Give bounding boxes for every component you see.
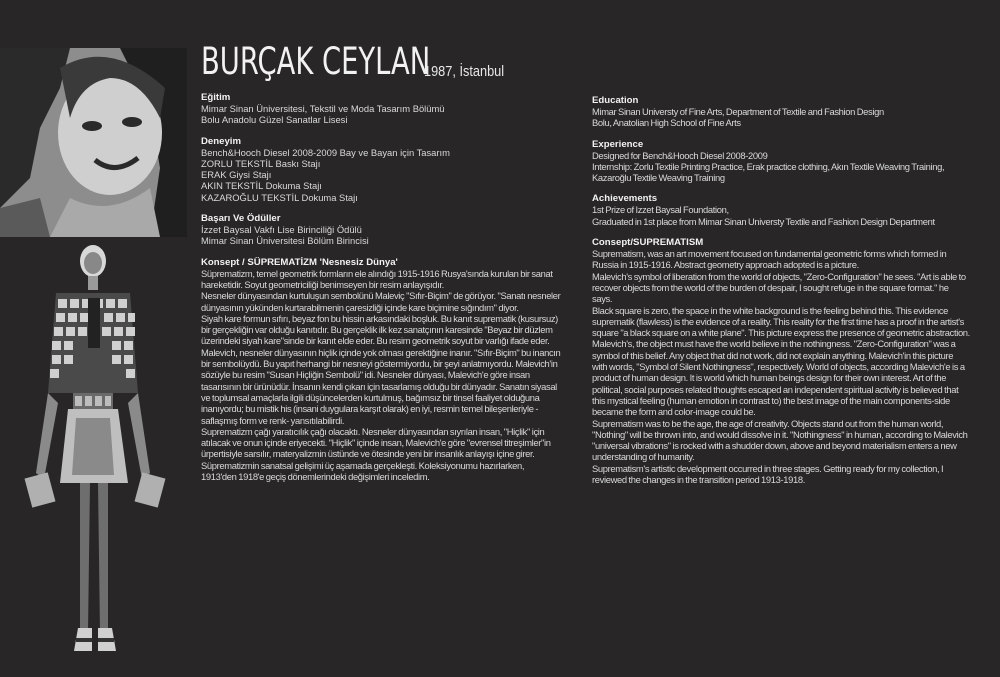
concept-paragraph: Suprematism's artistic development occurred in three stages. Getting ready for my collection, I reviewed the changes in the transition period 1913-1918. [592, 462, 944, 486]
experience-line: KAZAROĞLU TEKSTİL Dokuma Stajı [201, 191, 358, 203]
experience-line: ERAK Giysi Stajı [201, 169, 272, 181]
section-title: Achievements [592, 193, 658, 205]
section-title: Education [592, 95, 639, 106]
birth-info: 1987, İstanbul [424, 63, 505, 80]
concept-paragraph: Suprematizm çağı yaratıcılık çağı olacaktı. Nesneler dünyasından sıyrılan insan, "Hiçlik" için atılacak ve onun içinde eriyecekti. "Hiçlik" içinde insan, Malevich'e göre "evrensel titreşimler"in ürpertisiyle sarsılır, materyalizmin üstünde ve ötesinde yeni bir insanlık anlayışı içine girer. Süprematizmin sanatsal gelişimi üç aşamada gerçekleşti. Koleksiyonumu hazırlarken, 1913'den 1918'e geçiş dönemlerindeki değişimleri inceledim. [201, 425, 551, 483]
experience-line: AKIN TEKSTİL Dokuma Stajı [201, 180, 322, 192]
section-title: Experience [592, 138, 644, 150]
concept-paragraph: Black square is zero, the space in the white background is the feeling behind this. This evidence suprematik (flawless) is the evidence of a reality. This reality for the first time has a proof in the artist's square "a black square on a white plane". This picture express the presence of geometric abstraction. [592, 304, 970, 339]
achievement-line: Graduated in 1st place from Mimar Sinan Universty Textile and Fashion Design Department [592, 215, 935, 227]
concept-paragraph: Malevich's, the object must have the world believe in the nothingness. "Zero-Configuration" was a symbol of this belief. Any object that did not work, did not explain anything. Malevich'in this picture with words, "Symbol of Silent Nothingness", respectively. World of objects, according Malevich'e is a product of human design. It is world which human beings design for their own interest. Art of the political, social purposes related thoughts escaped an independent spiritual activity is believed that this mystical feeling (human emotion in contrast to) the best image of the main components-side became the form and color-image could be. [592, 338, 965, 418]
section-achievements [592, 193, 970, 227]
concept-paragraph: Malevich, nesneler dünyasının hiçlik içinde yok olması gerektiğine inanır. "Sıfır-Biçim" bu inancın bir sembolüydü. Bu yapıt herhangi bir nesneyi göstermiyordu, bir şeyi anlatmıyordu. Malevich'in sözüyle bu resim "Susan Hiçliğin Sembolü" idi. Nesneler dünyası, Malevich'e göre insan tasarısının bir ürünüdür. İnsanın kendi çıkarı için tasarlamış olduğu bir dünyadır. Sanatın siyasal ve toplumsal amaçlarla ilgili düşüncelerden kurtulmuş, bağımsız bir tinsel faaliyet olduğuna inanıyordu; bu mistik his (insani duygulara karşıt olarak) en iyi, resmin temel bileşenleriyle -saflaşmış form ve renk- yansıtılabilirdi. [201, 346, 561, 426]
section-experience [592, 139, 970, 184]
section-egitim [201, 92, 561, 126]
section-title: Konsept / SÜPREMATİZM 'Nesnesiz Dünya' [201, 256, 398, 268]
section-title: Deneyim [201, 135, 241, 147]
section-konsept [201, 257, 561, 483]
award-line: İzzet Baysal Vakfı Lise Birinciliği Ödülü [201, 224, 362, 236]
education-line: Mimar Sinan Üniversitesi, Tekstil ve Moda Tasarım Bölümü [201, 103, 445, 114]
experience-line: ZORLU TEKSTİL Baskı Stajı [201, 157, 321, 169]
section-odul [201, 213, 561, 247]
experience-line: Kazaroğlu Textile Weaving Training [592, 172, 725, 184]
concept-paragraph: Süprematizm, temel geometrik formların ele alındığı 1915-1916 Rusya'sında kurulan bir sanat hareketidir. Soyut geometriciliği benimseyen bir resim anlayışıdır. [201, 267, 553, 290]
award-line: Mimar Sinan Üniversitesi Bölüm Birincisi [201, 235, 369, 247]
section-education [592, 95, 970, 129]
section-concept [592, 237, 970, 485]
section-title: Consept/SUPREMATISM [592, 237, 704, 249]
concept-paragraph: Suprematism, was an art movement focused on fundamental geometric forms which formed in Russia in 1915-1916. Abstract geometry approach adopted is a picture. [592, 248, 947, 271]
section-title: Eğitim [201, 92, 231, 103]
concept-paragraph: Malevich's symbol of liberation from the world of objects, "Zero-Configuration" he sees. "Art is able to recover objects from the world of the burden of despair, I sought refuge in the square format." he says. [592, 270, 966, 305]
designer-name: BURÇAK CEYLAN [201, 40, 431, 83]
achievement-line: 1st Prize of Izzet Baysal Foundation, [592, 204, 729, 216]
english-column [592, 95, 970, 495]
section-title: Başarı Ve Ödüller [201, 213, 281, 225]
experience-line: Designed for Bench&Hooch Diesel 2008-2009 [592, 149, 768, 161]
education-line: Mimar Sinan Universty of Fine Arts, Department of Textile and Fashion Design [592, 106, 884, 117]
education-line: Bolu Anadolu Güzel Sanatlar Lisesi [201, 114, 348, 126]
education-line: Bolu, Anatolian High School of Fine Arts [592, 117, 741, 129]
turkish-column [201, 92, 561, 492]
section-deneyim [201, 136, 561, 203]
concept-paragraph: Suprematism was to be the age, the age of creativity. Objects stand out from the human world, "Nothing" will be thrown into, and would dissolve in it. "Nothingness" in human, according to Malevich "universal vibrations" is rocked with a shudder down, above and beyond materialism enters a new understanding of humanity. [592, 417, 968, 463]
concept-paragraph: Siyah kare formun sıfırı, beyaz fon bu hissin arkasındaki boşluk. Bu kanıt suprematik (kusursuz) bir gerçekliğin var olduğu kanıtıdır. Bu gerçeklik ilk kez sanatçının karesinde "Beyaz bir düzlem üzerindeki siyah kare"sinde bir kanıt elde eder. Bu resim geometrik soyut bir varlığı ifade eder. [201, 312, 558, 347]
concept-paragraph: Nesneler dünyasından kurtuluşun sembolünü Maleviç "Sıfır-Biçim" de görüyor. "Sanatı nesneler dünyasının yükünden kurtarabilmenin çaresizliği içinde kare biçimine sığındım" diyor. [201, 290, 561, 313]
experience-line: Bench&Hooch Diesel 2008-2009 Bay ve Bayan için Tasarım [201, 146, 450, 158]
portrait-photo [0, 48, 187, 237]
experience-line: Internship: Zorlu Textile Printing Practice, Erak practice clothing, Akın Textile Weaving Training, [592, 160, 945, 172]
fashion-figure-illustration [18, 243, 168, 663]
